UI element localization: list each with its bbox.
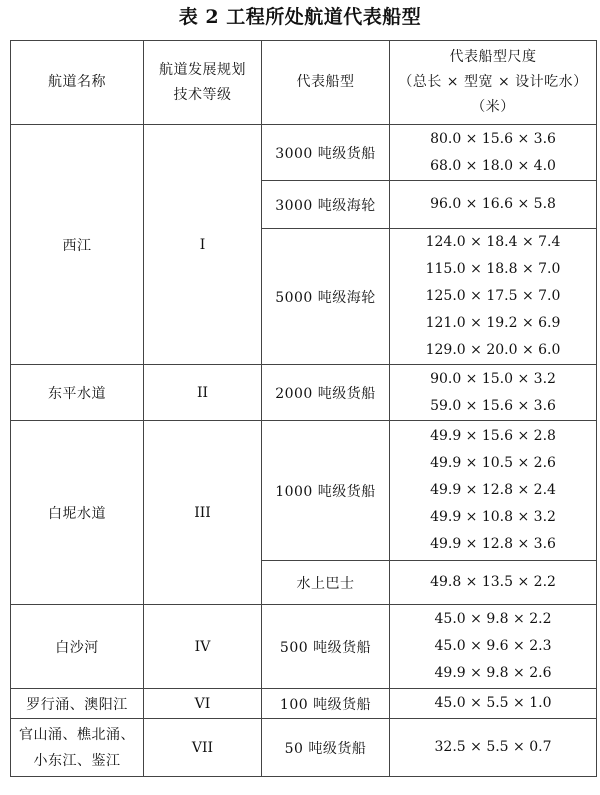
dimension-value: 121.0 × 19.2 × 6.9 bbox=[425, 315, 561, 331]
header-row bbox=[11, 41, 597, 125]
dimensions-cell bbox=[390, 719, 597, 777]
grade-cell: II bbox=[144, 365, 262, 421]
ship-type-cell: 5000 吨级海轮 bbox=[262, 229, 390, 365]
dimensions-cell bbox=[390, 365, 597, 421]
header-waterway: 航道名称 bbox=[11, 41, 144, 125]
dimension-value: 49.9 × 10.8 × 3.2 bbox=[430, 509, 556, 525]
dimension-value: 124.0 × 18.4 × 7.4 bbox=[425, 234, 561, 250]
dimensions-cell bbox=[390, 125, 597, 181]
waterway-line: 小东江、鉴江 bbox=[33, 752, 121, 769]
dimensions-cell bbox=[390, 421, 597, 561]
table-row bbox=[11, 421, 597, 561]
dimension-value: 68.0 × 18.0 × 4.0 bbox=[430, 157, 556, 174]
dimension-value: 49.9 × 12.8 × 2.4 bbox=[430, 482, 556, 498]
waterway-cell: 白沙河 bbox=[11, 605, 144, 689]
header-grade bbox=[144, 41, 262, 125]
waterway-cell: 罗行涌、澳阳江 bbox=[11, 689, 144, 719]
dimension-value: 49.9 × 15.6 × 2.8 bbox=[430, 428, 556, 444]
dimension-value: 96.0 × 16.6 × 5.8 bbox=[430, 196, 556, 212]
ship-type-cell: 50 吨级货船 bbox=[262, 719, 390, 777]
dimension-value: 32.5 × 5.5 × 0.7 bbox=[434, 739, 552, 755]
grade-cell: III bbox=[144, 421, 262, 605]
header-dim-line3: （米） bbox=[471, 99, 515, 115]
ship-type-cell: 100 吨级货船 bbox=[262, 689, 390, 719]
dimension-value: 49.9 × 9.8 × 2.6 bbox=[434, 665, 552, 681]
dimension-value: 45.0 × 9.6 × 2.3 bbox=[434, 638, 552, 654]
ship-type-cell: 1000 吨级货船 bbox=[262, 421, 390, 561]
dimensions-cell bbox=[390, 605, 597, 689]
dimension-value: 49.8 × 13.5 × 2.2 bbox=[430, 574, 556, 590]
ship-type-cell: 2000 吨级货船 bbox=[262, 365, 390, 421]
table-title: 表 2 工程所处航道代表船型 bbox=[178, 6, 422, 28]
waterway-cell: 东平水道 bbox=[11, 365, 144, 421]
dimension-value: 45.0 × 9.8 × 2.2 bbox=[434, 611, 552, 627]
header-grade-line1: 航道发展规划 bbox=[159, 61, 246, 78]
dimension-value: 49.9 × 12.8 × 3.6 bbox=[430, 536, 556, 552]
waterway-cell bbox=[11, 719, 144, 777]
grade-cell: VI bbox=[144, 689, 262, 719]
header-dim-line1: 代表船型尺度 bbox=[449, 49, 537, 65]
dimensions-cell bbox=[390, 229, 597, 365]
ship-type-cell: 500 吨级货船 bbox=[262, 605, 390, 689]
ship-type-cell: 3000 吨级海轮 bbox=[262, 181, 390, 229]
dimension-value: 45.0 × 5.5 × 1.0 bbox=[434, 695, 552, 711]
header-grade-line2: 技术等级 bbox=[173, 86, 232, 103]
dimensions-cell bbox=[390, 181, 597, 229]
waterway-cell: 白坭水道 bbox=[11, 421, 144, 605]
grade-cell: IV bbox=[144, 605, 262, 689]
table-body bbox=[11, 125, 597, 777]
table-row bbox=[11, 125, 597, 181]
header-dim-line2: （总长 × 型宽 × 设计吃水） bbox=[398, 74, 588, 90]
grade-cell: I bbox=[144, 125, 262, 365]
dimensions-cell bbox=[390, 689, 597, 719]
ship-type-table bbox=[10, 40, 597, 777]
dimension-value: 90.0 × 15.0 × 3.2 bbox=[430, 370, 556, 387]
table-row bbox=[11, 605, 597, 689]
table-row bbox=[11, 719, 597, 777]
ship-type-cell: 3000 吨级货船 bbox=[262, 125, 390, 181]
dimension-value: 129.0 × 20.0 × 6.0 bbox=[425, 342, 561, 358]
header-ship: 代表船型 bbox=[262, 41, 390, 125]
dimensions-cell bbox=[390, 561, 597, 605]
grade-cell: VII bbox=[144, 719, 262, 777]
dimension-value: 59.0 × 15.6 × 3.6 bbox=[430, 397, 556, 414]
waterway-line: 官山涌、樵北涌、 bbox=[19, 726, 135, 743]
table-row bbox=[11, 689, 597, 719]
dimension-value: 125.0 × 17.5 × 7.0 bbox=[425, 288, 561, 304]
table-row bbox=[11, 365, 597, 421]
header-dimensions bbox=[390, 41, 597, 125]
ship-type-cell: 水上巴士 bbox=[262, 561, 390, 605]
dimension-value: 115.0 × 18.8 × 7.0 bbox=[425, 261, 561, 277]
dimension-value: 80.0 × 15.6 × 3.6 bbox=[430, 130, 556, 147]
waterway-cell: 西江 bbox=[11, 125, 144, 365]
dimension-value: 49.9 × 10.5 × 2.6 bbox=[430, 455, 556, 471]
